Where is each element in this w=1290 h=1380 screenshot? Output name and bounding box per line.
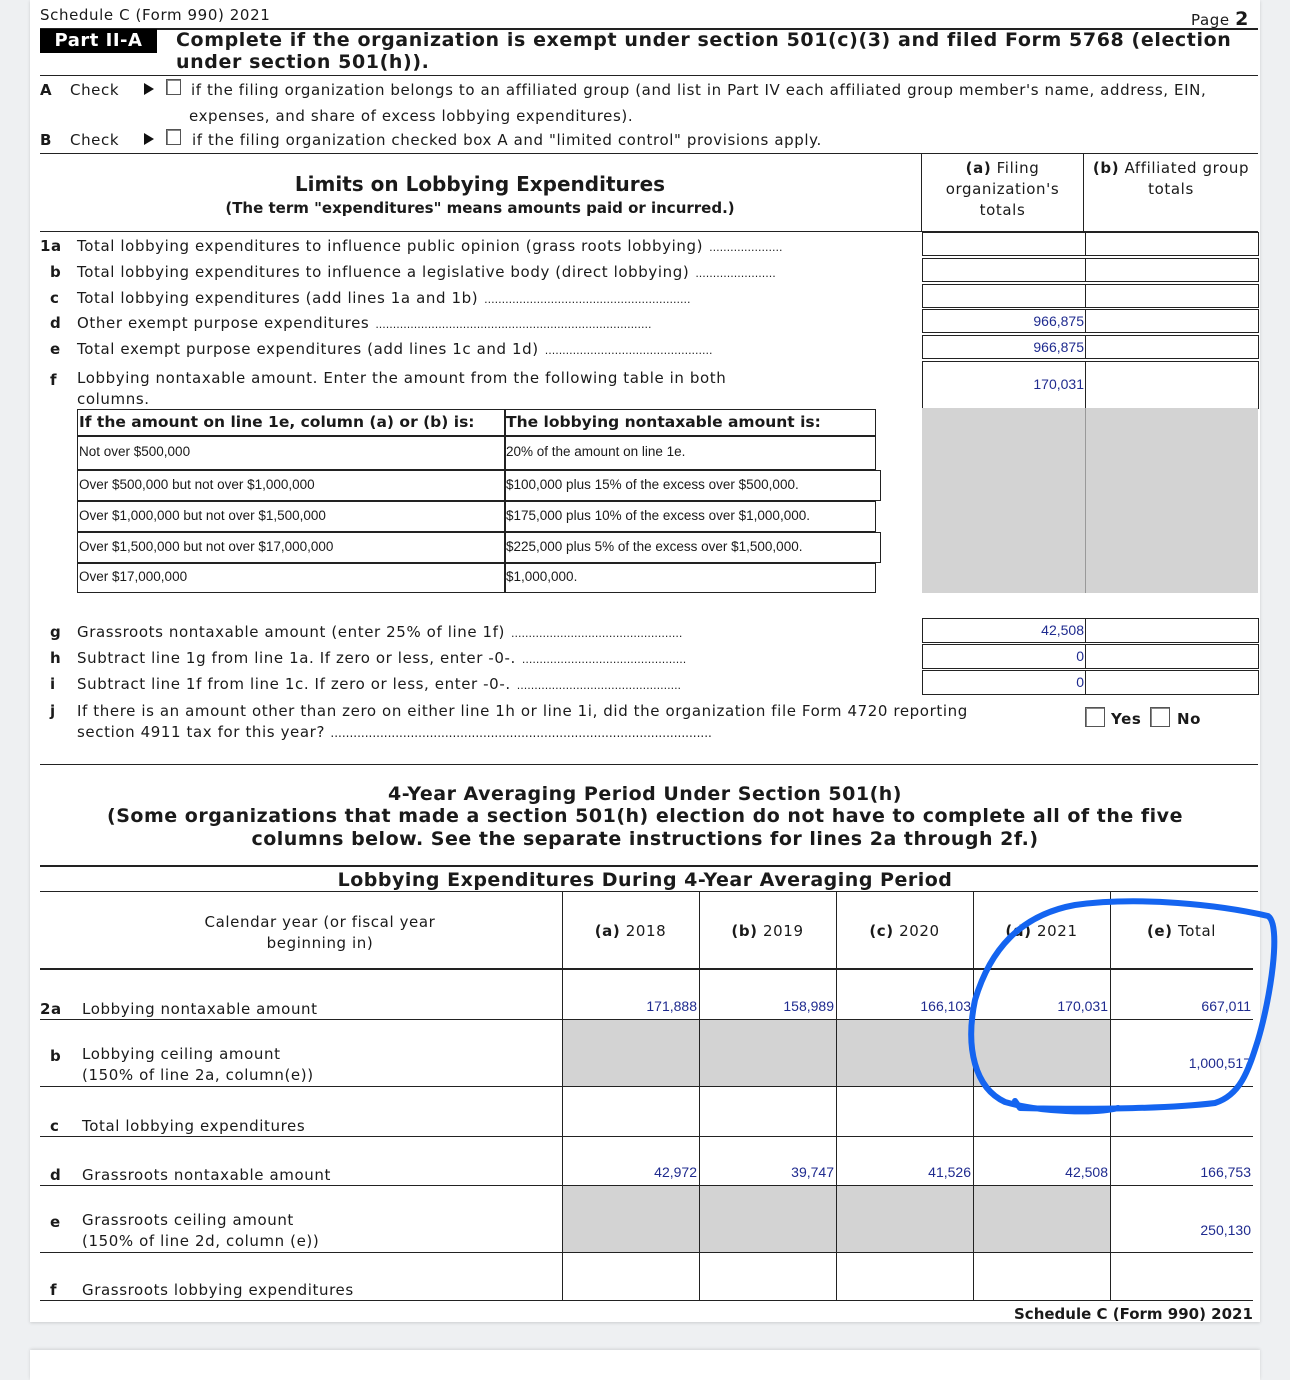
page-label: Page 2 xyxy=(1191,8,1249,30)
table-header-left: If the amount on line 1e, column (a) or (b) is: xyxy=(77,409,506,436)
row-label: Grassroots nontaxable amount xyxy=(82,1166,331,1184)
line-num: d xyxy=(50,314,62,332)
row-num: e xyxy=(50,1213,61,1231)
table-row-right: $175,000 plus 10% of the excess over $1,000,000. xyxy=(504,501,876,532)
line-num: g xyxy=(50,623,62,641)
value-cell[interactable]: 42,972 xyxy=(654,1164,697,1180)
averaging-table-title: Lobbying Expenditures During 4-Year Averaging Period xyxy=(337,869,953,891)
value-cell[interactable]: 667,011 xyxy=(1201,998,1251,1014)
line-j-num: j xyxy=(50,702,56,720)
table-row-right: $100,000 plus 15% of the excess over $500,000. xyxy=(504,470,881,501)
line-num: 1a xyxy=(40,237,62,255)
part-title-line2: under section 501(h)). xyxy=(176,51,430,73)
table-row-left: Over $17,000,000 xyxy=(77,563,506,593)
line-j-text1: If there is an amount other than zero on either line 1h or line 1i, did the organization file Form 4720 reporting xyxy=(77,702,968,720)
line-f-value-a[interactable]: 170,031 xyxy=(922,361,1086,409)
row-num: f xyxy=(50,1281,58,1299)
line-label: Grassroots nontaxable amount (enter 25% of line 1f) ................................................. xyxy=(77,623,683,641)
column-header: (a) 2018 xyxy=(594,922,667,940)
next-page-edge xyxy=(30,1350,1260,1380)
line-value-a[interactable]: 966,875 xyxy=(922,309,1086,333)
row-label: Grassroots ceiling amount xyxy=(82,1211,294,1229)
table-row-right: $225,000 plus 5% of the excess over $1,500,000. xyxy=(504,532,881,563)
value-cell[interactable]: 39,747 xyxy=(791,1164,834,1180)
line-value-a[interactable]: 966,875 xyxy=(922,335,1086,359)
column-header: (e) Total xyxy=(1146,922,1217,940)
column-header: (b) 2019 xyxy=(731,922,804,940)
row-label: Total lobbying expenditures xyxy=(82,1117,306,1135)
value-cell[interactable]: 171,888 xyxy=(646,998,697,1014)
row-label-sub: (150% of line 2a, column(e)) xyxy=(82,1066,314,1084)
row-label: Lobbying ceiling amount xyxy=(82,1045,281,1063)
row-label: Grassroots lobbying expenditures xyxy=(82,1281,354,1299)
table-row-right: 20% of the amount on line 1e. xyxy=(504,436,876,470)
line-value-a[interactable]: 0 xyxy=(922,670,1086,695)
footer-form-title: Schedule C (Form 990) 2021 xyxy=(1014,1305,1253,1323)
averaging-title-line3: columns below. See the separate instructions for lines 2a through 2f.) xyxy=(251,828,1039,850)
row-label: Lobbying nontaxable amount xyxy=(82,1000,318,1018)
table-row-left: Over $500,000 but not over $1,000,000 xyxy=(77,470,506,501)
line-label: Total lobbying expenditures (add lines 1a and 1b) ........................................................... xyxy=(77,289,691,307)
line-num: c xyxy=(50,289,60,307)
page-number: 2 xyxy=(1235,8,1249,30)
line-f-text1: Lobbying nontaxable amount. Enter the amount from the following table in both xyxy=(77,369,727,387)
part-label: Part II-A xyxy=(40,29,157,53)
check-b-text: if the filing organization checked box A and "limited control" provisions apply. xyxy=(192,131,822,149)
line-label: Total exempt purpose expenditures (add lines 1c and 1d) ................................................ xyxy=(77,340,713,358)
value-cell[interactable]: 166,753 xyxy=(1200,1164,1251,1180)
no-label: No xyxy=(1177,710,1202,728)
line-value-a[interactable]: 42,508 xyxy=(922,618,1086,643)
row-num: b xyxy=(50,1047,62,1065)
check-a-letter: A xyxy=(40,81,53,99)
value-cell[interactable]: 41,526 xyxy=(928,1164,971,1180)
row-num: d xyxy=(50,1166,62,1184)
table-row-left: Over $1,000,000 but not over $1,500,000 xyxy=(77,501,506,532)
line-num: h xyxy=(50,649,62,667)
value-cell[interactable]: 158,989 xyxy=(783,998,834,1014)
row-label-sub: (150% of line 2d, column (e)) xyxy=(82,1232,320,1250)
yes-label: Yes xyxy=(1111,710,1142,728)
check-a-text-line2: expenses, and share of excess lobbying expenditures). xyxy=(189,107,634,125)
line-j-text2: section 4911 tax for this year? .................................................................................................... xyxy=(77,723,712,741)
check-a-text-line1: if the filing organization belongs to an affiliated group (and list in Part IV each affiliated group member's name, address, EIN, xyxy=(191,81,1207,99)
col-a-header: (a) Filing organization's totals xyxy=(945,159,1060,219)
averaging-title-line1: 4-Year Averaging Period Under Section 501(h) xyxy=(388,783,902,805)
value-cell[interactable]: 1,000,517 xyxy=(1188,1055,1251,1071)
line-label: Total lobbying expenditures to influence public opinion (grass roots lobbying) ..................... xyxy=(77,237,783,255)
line-f-num: f xyxy=(50,371,58,389)
value-cell[interactable]: 250,130 xyxy=(1200,1222,1251,1238)
line-label: Subtract line 1g from line 1a. If zero or less, enter -0-. ............................................... xyxy=(77,649,687,667)
line-num: b xyxy=(50,263,62,281)
value-cell[interactable]: 166,103 xyxy=(920,998,971,1014)
line-label: Total lobbying expenditures to influence a legislative body (direct lobbying) ....................... xyxy=(77,263,776,281)
table-row-left: Over $1,500,000 but not over $17,000,000 xyxy=(77,532,506,563)
line-f-text2: columns. xyxy=(77,390,150,408)
limits-subtitle: (The term "expenditures" means amounts paid or incurred.) xyxy=(225,199,735,217)
col-b-header: (b) Affiliated group totals xyxy=(1092,159,1250,198)
value-cell[interactable]: 170,031 xyxy=(1057,998,1108,1014)
line-label: Subtract line 1f from line 1c. If zero or less, enter -0-. ............................................... xyxy=(77,675,682,693)
form-title: Schedule C (Form 990) 2021 xyxy=(40,6,271,24)
year-label: Calendar year (or fiscal year beginning in) xyxy=(204,913,436,952)
column-header: (c) 2020 xyxy=(869,922,940,940)
line-num: e xyxy=(50,340,61,358)
limits-title: Limits on Lobbying Expenditures xyxy=(294,172,666,196)
value-cell[interactable]: 42,508 xyxy=(1065,1164,1108,1180)
row-num: c xyxy=(50,1117,60,1135)
table-row-right: $1,000,000. xyxy=(504,563,876,593)
part-title-line1: Complete if the organization is exempt under section 501(c)(3) and filed Form 5768 (election xyxy=(176,29,1232,51)
line-num: i xyxy=(50,675,56,693)
check-b-letter: B xyxy=(40,131,53,149)
check-a-label: Check xyxy=(70,81,120,99)
line-value-a[interactable]: 0 xyxy=(922,644,1086,669)
line-label: Other exempt purpose expenditures ............................................................................... xyxy=(77,314,652,332)
check-b-label: Check xyxy=(70,131,120,149)
row-num: 2a xyxy=(40,1000,62,1018)
averaging-title-line2: (Some organizations that made a section 501(h) election do not have to complete all of the five xyxy=(107,805,1183,827)
table-row-left: Not over $500,000 xyxy=(77,436,506,470)
column-header: (d) 2021 xyxy=(1005,922,1078,940)
table-header-right: The lobbying nontaxable amount is: xyxy=(504,409,876,436)
annotation-circle xyxy=(971,901,1274,1111)
